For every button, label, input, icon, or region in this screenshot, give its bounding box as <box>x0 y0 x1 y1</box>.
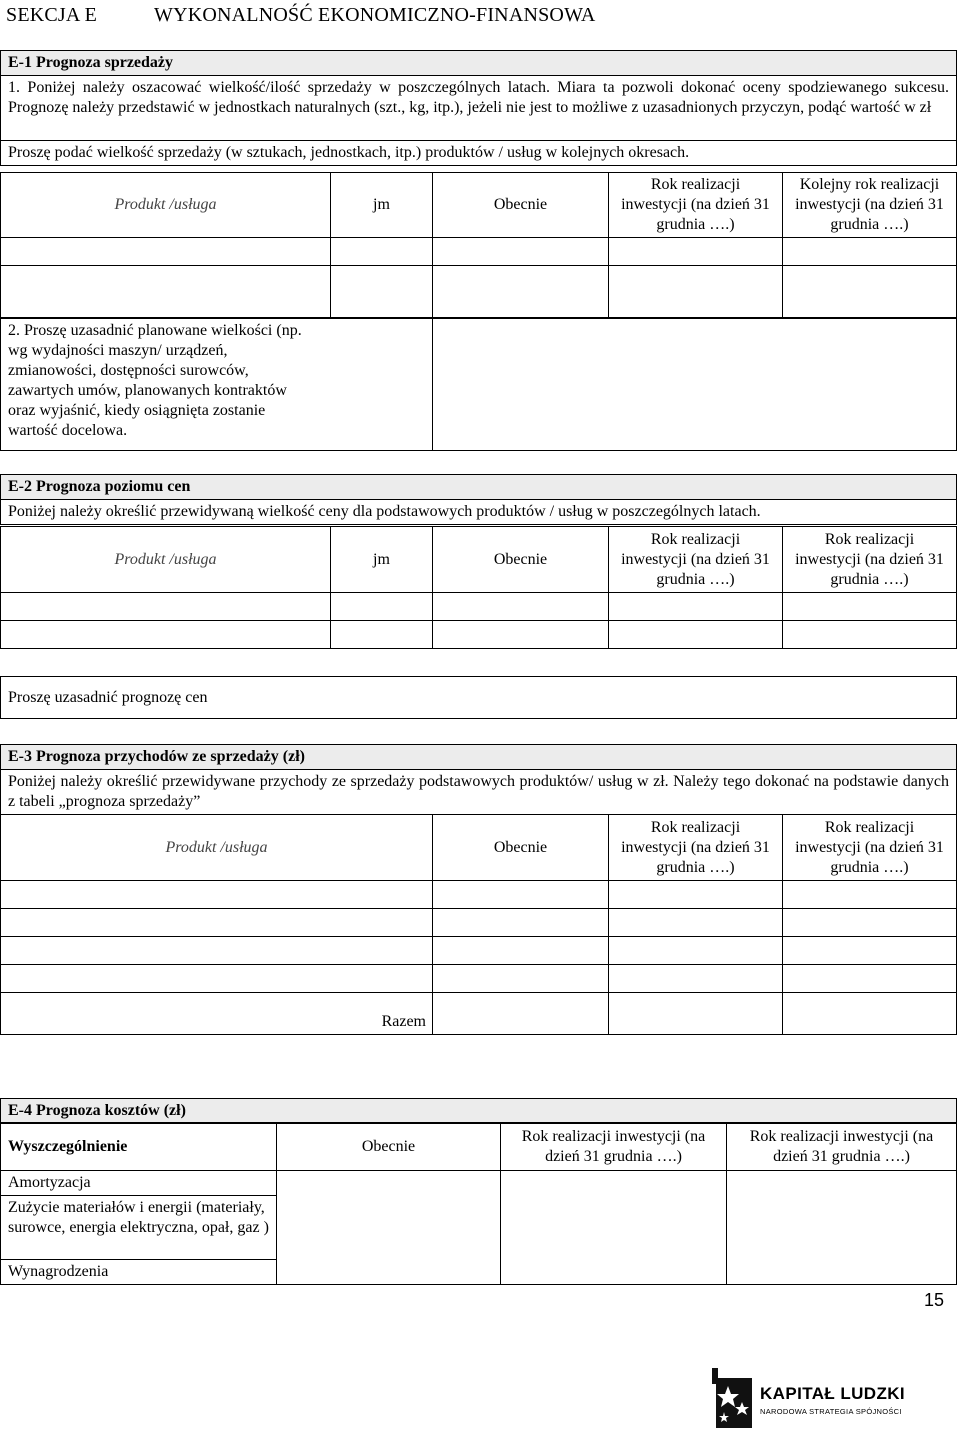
e4-header-table <box>0 1098 957 1124</box>
input-cell[interactable] <box>433 238 609 266</box>
e1-sales-table <box>0 172 957 318</box>
input-cell[interactable] <box>609 593 783 621</box>
input-cell[interactable] <box>433 937 609 965</box>
input-cell[interactable] <box>331 238 433 266</box>
input-cell[interactable] <box>609 937 783 965</box>
e4-col-item: Wyszczególnienie <box>1 1123 277 1171</box>
input-cell[interactable] <box>501 1171 727 1285</box>
e1-col-year1: Rok realizacji inwestycji (na dzień 31 grudnia ….) <box>609 173 783 238</box>
input-cell[interactable] <box>1 909 433 937</box>
table-row <box>1 621 957 649</box>
input-cell[interactable] <box>1 937 433 965</box>
e1-header-table <box>0 50 957 166</box>
e3-col-current: Obecnie <box>433 815 609 881</box>
page-title <box>6 4 596 27</box>
input-cell[interactable] <box>783 238 957 266</box>
e4-heading: E-4 Prognoza kosztów (zł) <box>1 1099 957 1124</box>
input-cell[interactable] <box>433 965 609 993</box>
e1-col-unit: jm <box>331 173 433 238</box>
e4-cost-table <box>0 1122 957 1285</box>
e3-intro: Poniżej należy określić przewidywane przychody ze sprzedaży podstawowych produktów/ usług w zł. Należy tego dokonać na podstawie danych z tabeli „prognoza sprzedaży” <box>1 770 957 815</box>
table-row <box>1 593 957 621</box>
e2-justify-table <box>0 676 957 719</box>
section-label: SEKCJA E <box>6 4 98 26</box>
input-cell[interactable] <box>1 266 331 318</box>
input-cell[interactable] <box>609 993 783 1035</box>
e4-col-year1: Rok realizacji inwestycji (na dzień 31 grudnia ….) <box>501 1123 727 1171</box>
e1-justify-field[interactable] <box>433 319 957 451</box>
e4-row-materials: Zużycie materiałów i energii (materiały, surowce, energia elektryczna, opał, gaz ) <box>1 1196 277 1260</box>
input-cell[interactable] <box>1 238 331 266</box>
table-row-total <box>1 993 957 1035</box>
input-cell[interactable] <box>331 266 433 318</box>
input-cell[interactable] <box>331 593 433 621</box>
input-cell[interactable] <box>783 965 957 993</box>
section-title: WYKONALNOŚĆ EKONOMICZNO-FINANSOWA <box>154 4 596 26</box>
input-cell[interactable] <box>433 881 609 909</box>
input-cell[interactable] <box>609 266 783 318</box>
e2-justify-label: Proszę uzasadnić prognozę cen <box>1 677 957 719</box>
input-cell[interactable] <box>1 621 331 649</box>
e3-col-product: Produkt /usługa <box>1 815 433 881</box>
input-cell[interactable] <box>609 881 783 909</box>
input-cell[interactable] <box>433 593 609 621</box>
e4-row-depreciation: Amortyzacja <box>1 1171 277 1196</box>
e1-justify-table <box>0 318 957 451</box>
kapital-ludzki-logo <box>712 1368 912 1432</box>
logo-subtitle: NARODOWA STRATEGIA SPÓJNOŚCI <box>760 1407 902 1416</box>
e4-col-current: Obecnie <box>277 1123 501 1171</box>
input-cell[interactable] <box>433 621 609 649</box>
input-cell[interactable] <box>433 993 609 1035</box>
table-row <box>1 881 957 909</box>
input-cell[interactable] <box>727 1171 957 1285</box>
input-cell[interactable] <box>609 965 783 993</box>
input-cell[interactable] <box>1 593 331 621</box>
e1-ask: Proszę podać wielkość sprzedaży (w sztukach, jednostkach, itp.) produktów / usług w kolejnych okresach. <box>1 141 957 166</box>
e1-justify-label: 2. Proszę uzasadnić planowane wielkości (np. wg wydajności maszyn/ urządzeń, zmianowości, dostępności surowców, zawartych umów, planowanych kontraktów oraz wyjaśnić, kiedy osiągnięta zostanie wartość docelowa. <box>1 319 433 451</box>
input-cell[interactable] <box>783 993 957 1035</box>
e2-col-year2: Rok realizacji inwestycji (na dzień 31 grudnia ….) <box>783 527 957 593</box>
input-cell[interactable] <box>277 1171 501 1285</box>
e4-col-year2: Rok realizacji inwestycji (na dzień 31 grudnia ….) <box>727 1123 957 1171</box>
input-cell[interactable] <box>783 881 957 909</box>
e3-header-table <box>0 744 957 815</box>
input-cell[interactable] <box>331 621 433 649</box>
e3-total-label: Razem <box>1 993 433 1035</box>
e3-col-year2: Rok realizacji inwestycji (na dzień 31 grudnia ….) <box>783 815 957 881</box>
e3-heading: E-3 Prognoza przychodów ze sprzedaży (zł) <box>1 745 957 770</box>
input-cell[interactable] <box>783 593 957 621</box>
table-row <box>1 965 957 993</box>
table-row <box>1 937 957 965</box>
e1-col-year2: Kolejny rok realizacji inwestycji (na dzień 31 grudnia ….) <box>783 173 957 238</box>
table-row <box>1 238 957 266</box>
e2-header-table <box>0 474 957 525</box>
e2-col-year1: Rok realizacji inwestycji (na dzień 31 grudnia ….) <box>609 527 783 593</box>
e4-row-wages: Wynagrodzenia <box>1 1260 277 1285</box>
page-number: 15 <box>923 1290 944 1310</box>
e2-col-current: Obecnie <box>433 527 609 593</box>
input-cell[interactable] <box>433 266 609 318</box>
table-row <box>1 1171 957 1196</box>
input-cell[interactable] <box>1 965 433 993</box>
e2-price-table <box>0 526 957 649</box>
e3-col-year1: Rok realizacji inwestycji (na dzień 31 grudnia ….) <box>609 815 783 881</box>
e2-intro: Poniżej należy określić przewidywaną wielkość ceny dla podstawowych produktów / usług w poszczególnych latach. <box>1 500 957 525</box>
e1-col-product: Produkt /usługa <box>1 173 331 238</box>
input-cell[interactable] <box>609 621 783 649</box>
table-row <box>1 909 957 937</box>
input-cell[interactable] <box>783 621 957 649</box>
e3-revenue-table <box>0 814 957 1035</box>
e2-col-unit: jm <box>331 527 433 593</box>
table-row <box>1 266 957 318</box>
input-cell[interactable] <box>609 909 783 937</box>
input-cell[interactable] <box>609 238 783 266</box>
input-cell[interactable] <box>1 881 433 909</box>
e1-heading: E-1 Prognoza sprzedaży <box>1 51 957 76</box>
logo-title: KAPITAŁ LUDZKI <box>760 1384 906 1403</box>
e1-col-current: Obecnie <box>433 173 609 238</box>
e1-intro: 1. Poniżej należy oszacować wielkość/ilość sprzedaży w poszczególnych latach. Miara ta pozwoli dokonać oceny spodziewanego sukcesu. Prognozę należy przedstawić w jednostkach naturalnych (szt., kg, itp.), jeżeli nie jest to możliwe z uzasadnionych przyczyn, podąć wartość w zł <box>1 76 957 141</box>
logo-emblem-icon <box>712 1368 758 1432</box>
e2-col-product: Produkt /usługa <box>1 527 331 593</box>
e2-heading: E-2 Prognoza poziomu cen <box>1 475 957 500</box>
input-cell[interactable] <box>783 909 957 937</box>
input-cell[interactable] <box>783 937 957 965</box>
input-cell[interactable] <box>433 909 609 937</box>
input-cell[interactable] <box>783 266 957 318</box>
